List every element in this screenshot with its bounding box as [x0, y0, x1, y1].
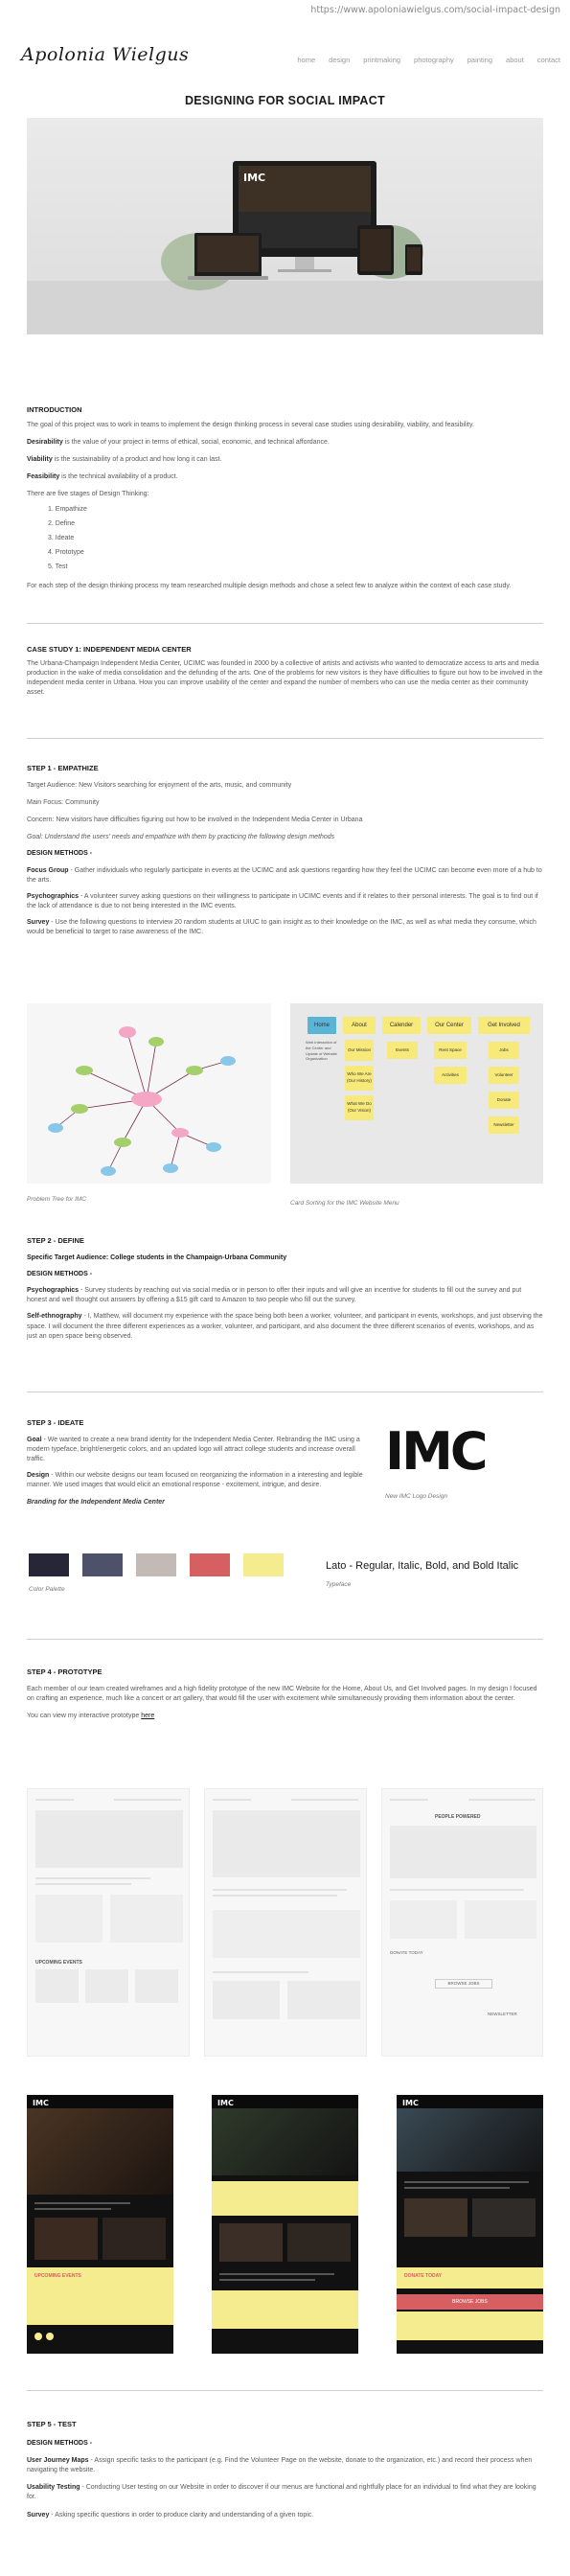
- wire-people-label: PEOPLE POWERED: [435, 1814, 481, 1820]
- method-psychographics: [27, 892, 543, 911]
- method-body: - Survey students by reaching out via social media or in person to offer their inputs and will give an incentive for students to fill out the survey and put honest and well thought out answers by offering a $15 gift card to Amazon to two people who fill out the survey.: [27, 1287, 522, 1304]
- method-label: Psychographics: [27, 1287, 80, 1295]
- nav-photography[interactable]: photography: [414, 56, 454, 64]
- feasibility-body: is the technical availability of a product.: [59, 473, 178, 481]
- card-our-center: Our Center: [427, 1017, 471, 1034]
- stage-item: 2. Define: [48, 519, 76, 527]
- nav-contact[interactable]: contact: [536, 56, 560, 64]
- method-label: User Journey Maps: [27, 2457, 89, 2465]
- method-psychographics: [27, 1286, 543, 1305]
- wireframe-home: [27, 1788, 190, 2057]
- card-who-we-are: Who We Are (Our History): [345, 1066, 374, 1091]
- prototype-link-prefix: You can view my interactive prototype: [27, 1713, 142, 1720]
- divider: [27, 623, 543, 624]
- ideate-design: [27, 1471, 372, 1490]
- test-heading: STEP 5 - TEST: [27, 2420, 77, 2428]
- stage-item: 5. Test: [48, 564, 68, 571]
- logo-caption: New IMC Logo Design: [385, 1493, 448, 1500]
- divider: [27, 1639, 543, 1640]
- method-body: - Assign specific tasks to the participant (e.g. Find the Volunteer Page on the website, donate to the organization, etc.) and record their process when navigating the website.: [27, 2457, 533, 2474]
- method-usability-testing: [27, 2483, 543, 2502]
- card-volunteer: Volunteer: [489, 1067, 519, 1084]
- page-title: DESIGNING FOR SOCIAL IMPACT: [184, 94, 386, 107]
- desirability-body: is the value of your project in terms of ethical, social, economic, and technical affordance.: [62, 439, 330, 447]
- divider: [27, 2390, 543, 2391]
- ideate-text: [27, 1418, 372, 1507]
- method-body: - A volunteer survey asking questions on their willingness to participate in UCIMC events and if it relates to their personal interests. The goal is to find out if the lack of attendance is due to not being interested in the IMC events.: [27, 892, 538, 909]
- method-survey: [27, 2511, 543, 2520]
- stage-item: 4. Prototype: [48, 549, 84, 556]
- method-label: Usability Testing: [27, 2484, 80, 2492]
- stages-list: [48, 505, 543, 573]
- url-text[interactable]: https://www.apoloniawielgus.com/social-impact-design: [310, 5, 560, 15]
- wire-donate-label: DONATE TODAY: [390, 1950, 423, 1955]
- stage-item: 1. Empathize: [48, 505, 87, 513]
- design-body: - Within our website designs our team focused on reorganizing the information in a interesting and legible manner. We used images that would elicit an emotional response - excitement, intrigue, and desire.: [27, 1472, 363, 1489]
- main-focus: Main Focus: Community: [27, 799, 100, 807]
- prototype-heading: STEP 4 - PROTOTYPE: [27, 1668, 103, 1676]
- card-what-we-do: What We Do (Our Vision): [345, 1095, 374, 1120]
- define-heading: STEP 2 - DEFINE: [27, 1236, 84, 1245]
- method-self-ethnography: [27, 1312, 543, 1341]
- hifi-home: [27, 2095, 173, 2354]
- card-sorting-figure: [290, 1003, 543, 1184]
- nav-printmaking[interactable]: printmaking: [363, 56, 401, 64]
- card-sorting-caption: Card Sorting for the IMC Website Menu: [290, 1200, 399, 1207]
- hero-devices-image: [27, 118, 543, 334]
- card-jobs: Jobs: [489, 1042, 519, 1059]
- test-methods-heading: DESIGN METHODS -: [27, 2439, 93, 2447]
- typeface-sample: Lato - Regular, Italic, Bold, and Bold Italic: [326, 1560, 519, 1572]
- method-body: - Conducting User testing on our Website in order to discover if our menus are functional and rightfully place for an individual to find what they are looking for.: [27, 2484, 536, 2501]
- nav-painting[interactable]: painting: [467, 56, 493, 64]
- color-swatch: [243, 1553, 284, 1576]
- color-swatch: [190, 1553, 230, 1576]
- define-methods-heading: DESIGN METHODS -: [27, 1271, 93, 1278]
- branding-heading: Branding for the Independent Media Center: [27, 1498, 165, 1506]
- card-home: Home: [308, 1017, 336, 1034]
- nav-home[interactable]: home: [297, 56, 316, 64]
- color-swatch: [29, 1553, 69, 1576]
- mock-upcoming-label: UPCOMING EVENTS: [34, 2273, 81, 2279]
- method-label: Focus Group: [27, 866, 69, 874]
- site-logo[interactable]: Apolonia Wielgus: [21, 44, 190, 65]
- method-survey: [27, 918, 543, 937]
- goal-label: Goal: [27, 1436, 42, 1443]
- imc-logo: IMC: [385, 1421, 486, 1482]
- method-focus-group: [27, 866, 543, 886]
- goal: Goal: Understand the users' needs and empathize with them by practicing the following design methods: [27, 834, 335, 841]
- nav-design[interactable]: design: [329, 56, 351, 64]
- palette-caption: Color Palette: [29, 1586, 65, 1593]
- method-label: Self-ethnography: [27, 1313, 82, 1321]
- prototype-paragraph: Each member of our team created wireframes and a high fidelity prototype of the new IMC Website for the Home, About Us, and Get Involved pages. In my design I focused on crafting an experience, much like a concert or art gallery, that would fill the user with excitement while simultaneously providing them information about the center.: [27, 1685, 537, 1703]
- method-body: - I, Matthew, will document my experience with the space being both been a worker, volunteer, and participant in events, workshops, and just observing the space. I will document the three different experiences as a worker, volunteer, and participant, and also document the three different scenarios of events, workshops, and as just an open space being observed.: [27, 1313, 543, 1340]
- prototype-link-line: [27, 1712, 543, 1721]
- card-our-mission: Our Mission: [345, 1040, 374, 1061]
- card-activities: Activities: [434, 1067, 467, 1084]
- wire-newsletter-label: NEWSLETTER: [488, 2012, 517, 2016]
- method-label: Survey: [27, 2511, 50, 2518]
- goal-body: - We wanted to create a new brand identity for the Independent Media Center. Rebranding the IMC using a modern typeface, bright/energetic colors, and an updated logo will attract college students and increase overall traffic.: [27, 1436, 360, 1463]
- viability-label: Viability: [27, 456, 53, 464]
- hifi-about: [212, 2095, 358, 2354]
- concern: Concern: New visitors have difficulties figuring out how to be involved in the Independent Media Center in Urbana: [27, 816, 363, 824]
- method-body: - Asking specific questions in order to produce clarity and understanding of a given topic.: [49, 2511, 314, 2518]
- typeface-caption: Typeface: [326, 1581, 352, 1588]
- card-events: Events: [387, 1042, 418, 1059]
- card-calender: Calender: [382, 1017, 421, 1034]
- intro-closing: For each step of the design thinking process my team researched multiple design methods and chose a select few to analyze within the context of each case study.: [27, 583, 512, 590]
- card-get-involved: Get Involved: [478, 1017, 530, 1034]
- ideate-goal: [27, 1436, 372, 1464]
- define-target: Specific Target Audience: College students in the Champaign-Urbana Community: [27, 1254, 287, 1261]
- mock-logo: IMC: [33, 2099, 49, 2107]
- method-body: - Gather individuals who regularly participate in events at the UCIMC and ask questions regarding how they feel the UCIMC can become even more of a hub to the arts.: [27, 866, 542, 884]
- feasibility-text: [27, 472, 543, 482]
- card-about: About: [343, 1017, 376, 1034]
- stage-item: 3. Ideate: [48, 534, 75, 541]
- viability-body: is the sustainability of a product and how long it can last.: [52, 456, 222, 464]
- card-rent-space: Rent Space: [434, 1042, 467, 1059]
- design-label: Design: [27, 1472, 50, 1480]
- problem-tree-figure: [27, 1003, 271, 1184]
- mock-donate-label: DONATE TODAY: [404, 2273, 443, 2279]
- empathize-heading: STEP 1 - EMPATHIZE: [27, 764, 99, 772]
- mock-logo: IMC: [402, 2099, 419, 2107]
- main-nav: [297, 56, 560, 66]
- intro-heading: INTRODUCTION: [27, 405, 82, 414]
- method-user-journey-maps: [27, 2456, 543, 2475]
- method-body: - Use the following questions to interview 20 random students at UIUC to gain insight as to their knowledge on the IMC, as well as what media they consume, which would be beneficial to target to raise awareness of the IMC.: [27, 919, 536, 936]
- wireframe-about: [204, 1788, 367, 2057]
- color-swatch: [82, 1553, 123, 1576]
- card-newsletter: Newsletter: [489, 1116, 519, 1134]
- case-heading: CASE STUDY 1: INDEPENDENT MEDIA CENTER: [27, 645, 192, 654]
- mock-browse-jobs-button[interactable]: BROWSE JOBS: [397, 2294, 543, 2310]
- empathize-methods-heading: DESIGN METHODS -: [27, 850, 93, 858]
- hifi-get-involved: [397, 2095, 543, 2354]
- card-donate: Donate: [489, 1092, 519, 1109]
- color-swatch: [136, 1553, 176, 1576]
- desirability-text: [27, 438, 543, 448]
- feasibility-label: Feasibility: [27, 473, 60, 481]
- viability-text: [27, 455, 543, 465]
- site-header: [0, 0, 570, 107]
- wire-browse-jobs-button[interactable]: BROWSE JOBS: [435, 1979, 492, 1989]
- stages-intro: There are five stages of Design Thinking:: [27, 491, 149, 498]
- wireframe-get-involved: [381, 1788, 543, 2057]
- method-label: Survey: [27, 919, 50, 927]
- desirability-label: Desirability: [27, 439, 63, 447]
- problem-tree-diagram: [27, 1003, 271, 1184]
- divider: [27, 738, 543, 739]
- device-mockup-illustration: [27, 118, 543, 334]
- wire-upcoming-label: UPCOMING EVENTS: [35, 1960, 82, 1966]
- svg-text:IMC: IMC: [243, 172, 266, 184]
- intro-paragraph: The goal of this project was to work in teams to implement the design thinking process in several case studies using desirability, viability, and feasibility.: [27, 421, 474, 428]
- target-audience: Target Audience: New Visitors searching for enjoyment of the arts, music, and community: [27, 781, 292, 789]
- case-paragraph: The Urbana-Champaign Independent Media Center, UCIMC was founded in 2000 by a collective of artists and activists who wanted to democratize access to arts and media production in the wake of media consolidation and the defunding of the arts. One of the problems for new visitors is they have difficulties to figure out how to be involved in the independent media center in Urbana. How you can improve usability of the center and expand the number of members who can use the media center as their community asset.: [27, 659, 543, 697]
- nav-about[interactable]: about: [506, 56, 524, 64]
- mock-logo: IMC: [217, 2099, 234, 2107]
- problem-tree-caption: Problem Tree for IMC: [27, 1196, 87, 1203]
- card-web-note: Web Interaction of the Center and Update of Website Organization: [306, 1040, 337, 1062]
- method-label: Psychographics: [27, 892, 80, 900]
- prototype-link[interactable]: here: [141, 1713, 155, 1720]
- ideate-heading: STEP 3 - IDEATE: [27, 1418, 84, 1427]
